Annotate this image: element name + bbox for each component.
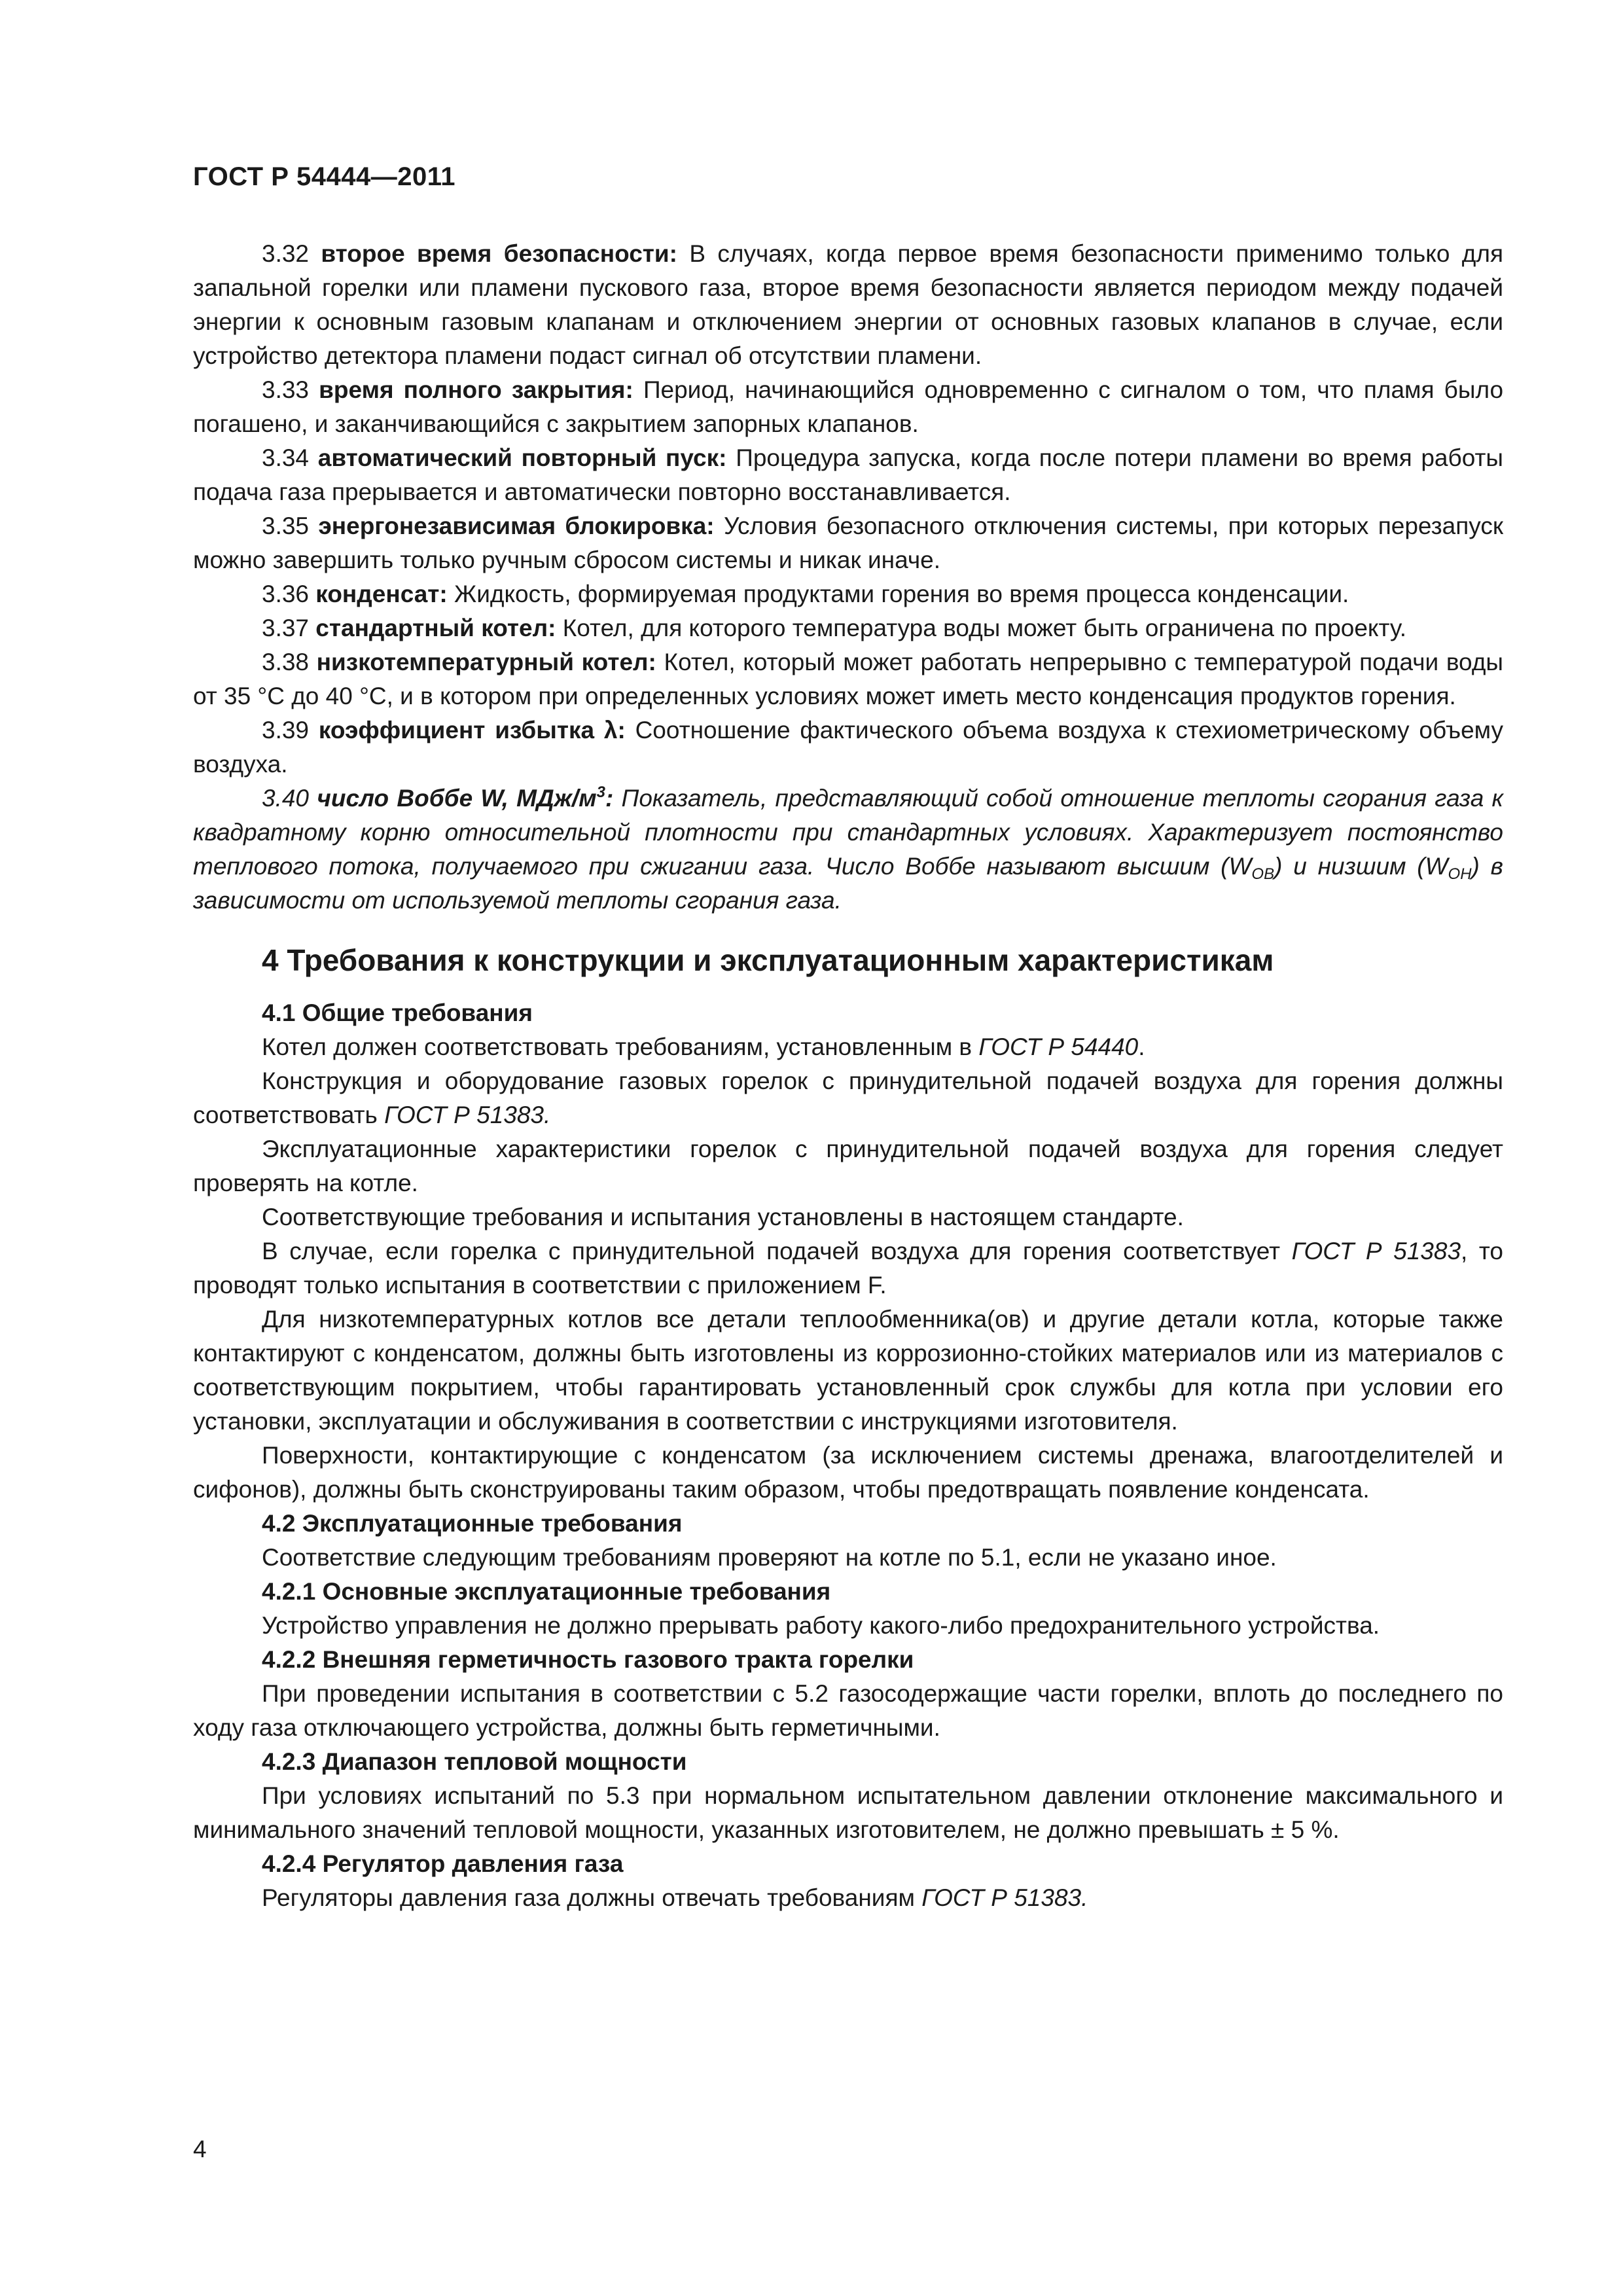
paragraph: Регуляторы давления газа должны отвечать требованиям ГОСТ Р 51383. <box>262 1884 1088 1911</box>
term-definition: Котел, который может работать непрерывно с температурой подачи воды от 35 °С до 40 °С, и в котором при определенных условиях может иметь место конденсация продуктов горения. <box>193 649 1504 709</box>
paragraph: При проведении испытания в соответствии с 5.2 газосодержащие части горелки, вплоть до последнего по ходу газа отключающего устройства, должны быть герметичными. <box>193 1680 1503 1741</box>
standard-reference: ГОСТ Р 51383 <box>1291 1238 1461 1265</box>
standard-reference: ГОСТ Р 51383. <box>921 1884 1088 1911</box>
term-3-39 <box>193 713 1503 781</box>
term-number: 3.40 <box>262 785 310 812</box>
paragraph: В случае, если горелка с принудительной подачей воздуха для горения соответствует ГОСТ Р 51383, то проводят только испытания в соответствии с приложением F. <box>193 1238 1503 1299</box>
section-4-2-4-heading: 4.2.4 Регулятор давления газа <box>262 1850 624 1877</box>
section-4-2-3-heading: 4.2.3 Диапазон тепловой мощности <box>262 1748 687 1775</box>
term-name: конденсат: <box>315 581 448 607</box>
section-4-2-heading: 4.2 Эксплуатационные требования <box>262 1510 683 1537</box>
term-definition: Условия безопасного отключения системы, при которых перезапуск можно завершить только ручным сбросом системы и никак иначе. <box>193 512 1504 573</box>
term-definition: Период, начинающийся одновременно с сигналом о том, что пламя было погашено, и заканчивающийся с закрытием запорных клапанов. <box>193 376 1504 437</box>
term-number: 3.32 <box>262 240 310 267</box>
term-name: второе время безопасности: <box>321 240 677 267</box>
section-4-heading: 4 Требования к конструкции и эксплуатационным характеристикам <box>262 943 1274 977</box>
term-name: стандартный котел: <box>315 615 556 641</box>
term-definition: Котел, для которого температура воды может быть ограничена по проекту. <box>562 615 1406 641</box>
paragraph: Для низкотемпературных котлов все детали теплообменника(ов) и другие детали котла, которые также контактируют с конденсатом, должны быть изготовлены из коррозионно-стойких материалов или из материалов с соответствующим покрытием, чтобы гарантировать установленный срок службы для котла при условии его установки, эксплуатации и обслуживания в соответствии с инструкциями изготовителя. <box>193 1306 1503 1435</box>
term-name: низкотемпературный котел: <box>316 649 656 675</box>
paragraph: При условиях испытаний по 5.3 при нормальном испытательном давлении отклонение максимального и минимального значений тепловой мощности, указанных изготовителем, не должно превышать ± 5 %. <box>193 1782 1503 1843</box>
section-4-2-2-heading: 4.2.2 Внешняя герметичность газового тракта горелки <box>262 1646 914 1673</box>
term-3-40 <box>193 781 1503 918</box>
section-4-2-1-heading: 4.2.1 Основные эксплуатационные требования <box>262 1578 831 1605</box>
term-3-34 <box>193 441 1503 509</box>
term-3-35 <box>193 509 1503 577</box>
paragraph: Котел должен соответствовать требованиям, установленным в ГОСТ Р 54440. <box>262 1033 1145 1060</box>
paragraph: Эксплуатационные характеристики горелок с принудительной подачей воздуха для горения следует проверять на котле. <box>193 1136 1503 1196</box>
term-name: энергонезависимая блокировка: <box>318 512 715 539</box>
section-4-1-heading: 4.1 Общие требования <box>262 999 533 1026</box>
term-3-33 <box>193 373 1503 441</box>
paragraph: Соответствие следующим требованиям проверяют на котле по 5.1, если не указано иное. <box>262 1544 1277 1571</box>
document-body <box>193 237 1503 1915</box>
term-number: 3.35 <box>262 512 310 539</box>
term-3-36 <box>193 577 1503 611</box>
paragraph: Соответствующие требования и испытания установлены в настоящем стандарте. <box>262 1204 1184 1230</box>
page-number: 4 <box>193 2136 207 2162</box>
document-id-header: ГОСТ Р 54444—2011 <box>193 162 455 191</box>
standard-reference: ГОСТ Р 54440 <box>978 1033 1139 1060</box>
term-definition: Соотношение фактического объема воздуха к стехиометрическому объему воздуха. <box>193 717 1504 778</box>
term-definition: Показатель, представляющий собой отношение теплоты сгорания газа к квадратному корню относительной плотности при стандартных условиях. Характеризует постоянство теплового потока, получаемого при сжигании газа. Число Воббе называют высшим $(W_{OB})$ и низшим $(W_{OH})$ в зависимости от используемой теплоты сгорания газа. <box>193 785 1504 914</box>
paragraph: Поверхности, контактирующие с конденсатом (за исключением системы дренажа, влагоотделителей и сифонов), должны быть сконструированы таким образом, чтобы предотвращать появление конденсата. <box>193 1442 1503 1503</box>
term-3-37 <box>193 611 1503 645</box>
term-3-32 <box>193 237 1503 373</box>
paragraph: Устройство управления не должно прерывать работу какого-либо предохранительного устройства. <box>262 1612 1380 1639</box>
term-number: 3.34 <box>262 444 310 471</box>
term-number: 3.38 <box>262 649 310 675</box>
term-name: число Воббе W, МДж/$м^3$: <box>317 783 614 812</box>
term-number: 3.37 <box>262 615 310 641</box>
standard-reference: ГОСТ Р 51383. <box>384 1102 551 1128</box>
term-definition: Процедура запуска, когда после потери пламени во время работы подача газа прерывается и автоматически повторно восстанавливается. <box>193 444 1504 505</box>
term-name: время полного закрытия: <box>319 376 633 403</box>
term-number: 3.39 <box>262 717 310 744</box>
term-name: коэффициент избытка λ: <box>318 717 626 744</box>
term-definition: Жидкость, формируемая продуктами горения во время процесса конденсации. <box>454 581 1349 607</box>
term-name: автоматический повторный пуск: <box>317 444 727 471</box>
term-number: 3.33 <box>262 376 310 403</box>
term-definition: В случаях, когда первое время безопасности применимо только для запальной горелки или пламени пускового газа, второе время безопасности является периодом между подачей энергии к основным газовым клапанам и отключением энергии от основных газовых клапанов в случае, если устройство детектора пламени подаст сигнал об отсутствии пламени. <box>193 240 1504 369</box>
paragraph: Конструкция и оборудование газовых горелок с принудительной подачей воздуха для горения должны соответствовать ГОСТ Р 51383. <box>193 1067 1503 1128</box>
term-number: 3.36 <box>262 581 310 607</box>
term-3-38 <box>193 645 1503 713</box>
